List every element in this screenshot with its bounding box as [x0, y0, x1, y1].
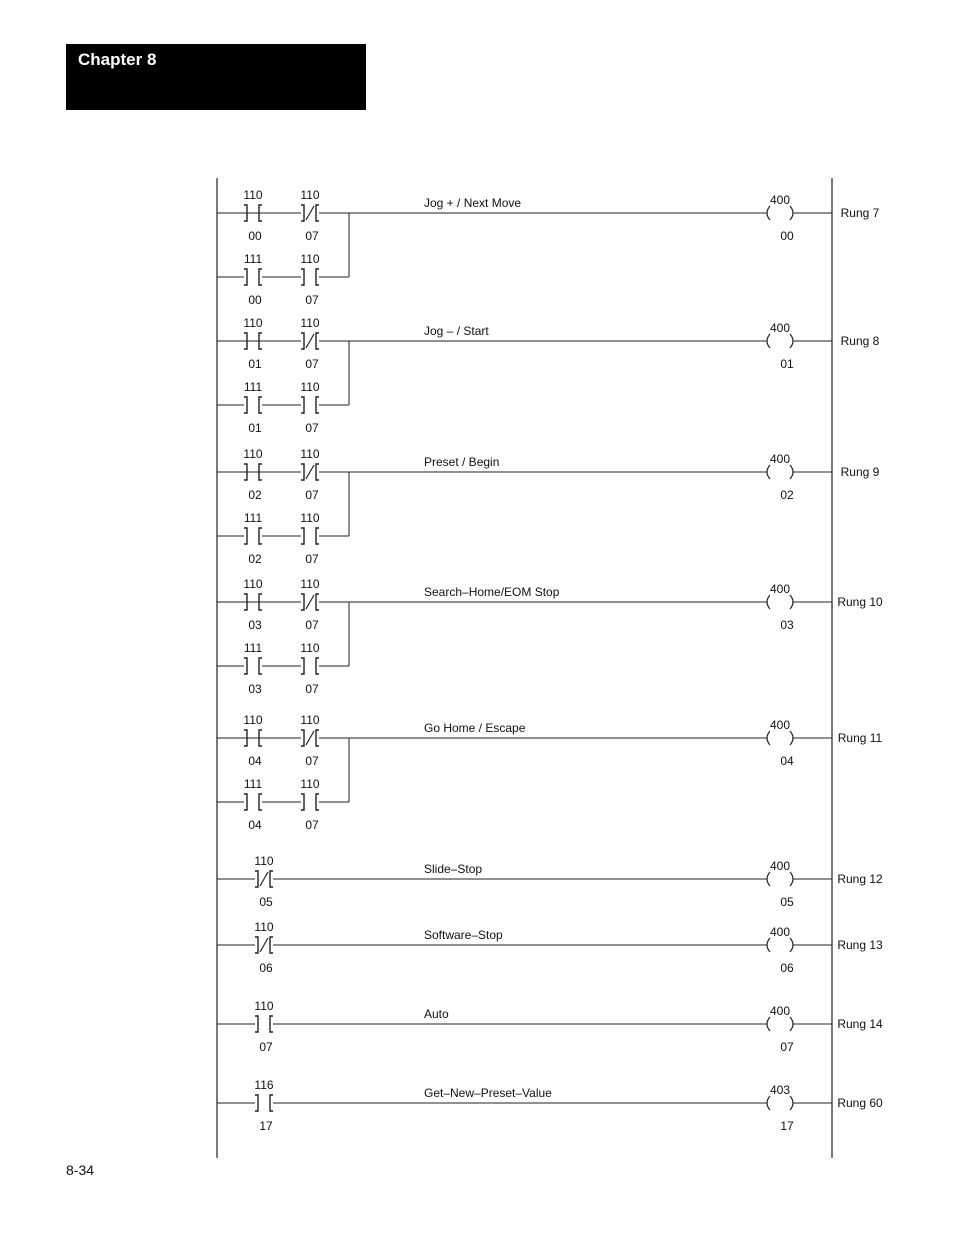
contact-word-label: 110 [254, 854, 274, 868]
contact-word-label: 110 [300, 316, 320, 330]
contact-left-bracket [301, 594, 304, 610]
contact-bit-label: 04 [248, 754, 262, 768]
contact-right-bracket [270, 937, 273, 953]
output-coil [767, 1083, 794, 1133]
contact-left-bracket [301, 333, 304, 349]
contact [243, 316, 262, 371]
contact-word-label: 110 [300, 713, 320, 727]
rung-label: Rung 8 [840, 334, 880, 348]
coil-left-arc [767, 465, 770, 479]
rung-description: Slide–Stop [424, 862, 483, 876]
contact-left-bracket [301, 794, 304, 810]
rung-label: Rung 14 [837, 1017, 883, 1031]
contact-word-label: 110 [300, 511, 320, 525]
coil-word-label: 400 [769, 193, 791, 207]
contact-right-bracket [316, 730, 319, 746]
contact [244, 777, 263, 832]
contact-word-label: 110 [243, 316, 263, 330]
rung-description: Jog + / Next Move [424, 196, 522, 210]
contact-right-bracket [316, 658, 319, 674]
contact-word-label: 110 [300, 641, 320, 655]
coil-bit-label: 01 [780, 357, 794, 371]
contact [254, 999, 273, 1054]
contact [300, 641, 319, 696]
contact [243, 577, 262, 632]
contact-nc-slash [306, 731, 314, 745]
contact [300, 252, 319, 307]
rung-label: Rung 10 [837, 595, 883, 609]
output-coil [767, 193, 794, 243]
contact-bit-label: 00 [248, 293, 262, 307]
contact-left-bracket [244, 794, 247, 810]
coil-word-label: 400 [769, 859, 791, 873]
output-coil [767, 925, 794, 975]
contact [254, 1078, 273, 1133]
contact-word-label: 110 [300, 252, 320, 266]
coil-word-label: 400 [769, 1004, 791, 1018]
contact-bit-label: 07 [305, 357, 319, 371]
rung-description: Software–Stop [424, 928, 503, 942]
output-coil [767, 1004, 794, 1054]
coil-right-arc [790, 938, 793, 952]
contact-bit-label: 02 [248, 552, 262, 566]
coil-right-arc [790, 595, 793, 609]
contact-word-label: 116 [254, 1078, 274, 1092]
coil-right-arc [790, 465, 793, 479]
contact-left-bracket [244, 397, 247, 413]
coil-right-arc [790, 731, 793, 745]
contact-right-bracket [259, 794, 262, 810]
contact [300, 447, 319, 502]
rung-description: Preset / Begin [424, 455, 500, 469]
rung-description: Search–Home/EOM Stop [424, 585, 560, 599]
contact-left-bracket [301, 205, 304, 221]
contact-word-label: 110 [243, 577, 263, 591]
coil-left-arc [767, 595, 770, 609]
rung [217, 999, 883, 1054]
coil-word-label: 400 [769, 452, 791, 466]
contact [300, 713, 319, 768]
contact-bit-label: 03 [248, 682, 262, 696]
contact-bit-label: 05 [259, 895, 273, 909]
contact-bit-label: 17 [259, 1119, 273, 1133]
coil-word-label: 400 [769, 582, 791, 596]
contact-nc-slash [306, 206, 314, 220]
rung-description: Auto [424, 1007, 449, 1021]
rung [217, 713, 883, 832]
contact-nc-slash [306, 595, 314, 609]
contact [300, 777, 319, 832]
coil-bit-label: 07 [780, 1040, 794, 1054]
coil-bit-label: 02 [780, 488, 794, 502]
contact-right-bracket [316, 594, 319, 610]
output-coil [767, 452, 794, 502]
contact-word-label: 110 [254, 920, 274, 934]
contact-bit-label: 07 [305, 293, 319, 307]
contact-bit-label: 01 [248, 357, 262, 371]
contact-right-bracket [316, 333, 319, 349]
output-coil [767, 582, 794, 632]
contact-left-bracket [244, 528, 247, 544]
contact [244, 641, 263, 696]
coil-right-arc [790, 1096, 793, 1110]
contact-word-label: 110 [243, 713, 263, 727]
contact-word-label: 111 [243, 380, 263, 394]
contact-right-bracket [270, 1016, 273, 1032]
coil-left-arc [767, 938, 770, 952]
coil-word-label: 400 [769, 925, 791, 939]
output-coil [767, 321, 794, 371]
coil-bit-label: 04 [780, 754, 794, 768]
contact-left-bracket [255, 871, 258, 887]
rung-label: Rung 11 [837, 731, 883, 745]
rung [217, 316, 880, 435]
contact-right-bracket [270, 871, 273, 887]
contact-word-label: 111 [243, 252, 263, 266]
rung-label: Rung 60 [837, 1096, 883, 1110]
coil-right-arc [790, 1017, 793, 1031]
contact-word-label: 111 [243, 777, 263, 791]
contact [243, 447, 262, 502]
contact-right-bracket [316, 464, 319, 480]
contact-right-bracket [316, 269, 319, 285]
contact-bit-label: 00 [248, 229, 262, 243]
contact-bit-label: 07 [305, 682, 319, 696]
contact-bit-label: 07 [305, 229, 319, 243]
rung-label: Rung 12 [837, 872, 883, 886]
contact [254, 854, 273, 909]
rung [217, 577, 883, 696]
contact [300, 380, 319, 435]
contact-word-label: 110 [300, 447, 320, 461]
contact-left-bracket [255, 937, 258, 953]
contact-right-bracket [316, 528, 319, 544]
contact-bit-label: 01 [248, 421, 262, 435]
contact-bit-label: 06 [259, 961, 273, 975]
contact-left-bracket [301, 658, 304, 674]
contact-right-bracket [316, 794, 319, 810]
contact-right-bracket [259, 397, 262, 413]
coil-left-arc [767, 1017, 770, 1031]
coil-right-arc [790, 206, 793, 220]
contact-right-bracket [316, 397, 319, 413]
coil-left-arc [767, 872, 770, 886]
contact-word-label: 111 [243, 641, 263, 655]
contact-bit-label: 07 [305, 754, 319, 768]
coil-bit-label: 05 [780, 895, 794, 909]
coil-bit-label: 03 [780, 618, 794, 632]
contact-nc-slash [260, 938, 268, 952]
coil-left-arc [767, 1096, 770, 1110]
contact-nc-slash [260, 872, 268, 886]
contact-nc-slash [306, 465, 314, 479]
coil-word-label: 400 [769, 718, 791, 732]
contact-left-bracket [255, 1095, 258, 1111]
coil-right-arc [790, 334, 793, 348]
rung [217, 854, 883, 909]
contact [254, 920, 273, 975]
rung [217, 1078, 883, 1133]
contact-word-label: 110 [243, 188, 263, 202]
coil-left-arc [767, 334, 770, 348]
coil-right-arc [790, 872, 793, 886]
contact-right-bracket [259, 269, 262, 285]
contact-left-bracket [244, 658, 247, 674]
rung [217, 447, 880, 566]
rung [217, 188, 880, 307]
contact-word-label: 110 [300, 577, 320, 591]
contact-bit-label: 07 [305, 552, 319, 566]
rung [217, 920, 883, 975]
contact [243, 713, 262, 768]
contact [300, 188, 319, 243]
contact [300, 511, 319, 566]
contact [244, 380, 263, 435]
rung-description: Get–New–Preset–Value [424, 1086, 552, 1100]
contact [244, 511, 263, 566]
contact [244, 252, 263, 307]
coil-word-label: 403 [769, 1083, 791, 1097]
contact-left-bracket [301, 730, 304, 746]
contact-word-label: 110 [300, 380, 320, 394]
contact-left-bracket [301, 397, 304, 413]
contact-word-label: 110 [300, 777, 320, 791]
contact [243, 188, 262, 243]
coil-left-arc [767, 206, 770, 220]
contact-word-label: 110 [300, 188, 320, 202]
contact [300, 316, 319, 371]
contact-word-label: 111 [243, 511, 263, 525]
contact [300, 577, 319, 632]
contact-left-bracket [301, 464, 304, 480]
contact-bit-label: 04 [248, 818, 262, 832]
coil-word-label: 400 [769, 321, 791, 335]
contact-word-label: 110 [254, 999, 274, 1013]
coil-bit-label: 17 [780, 1119, 794, 1133]
rung-label: Rung 9 [840, 465, 880, 479]
coil-bit-label: 06 [780, 961, 794, 975]
contact-bit-label: 07 [305, 488, 319, 502]
contact-right-bracket [316, 205, 319, 221]
rung-label: Rung 7 [840, 206, 880, 220]
rung-description: Go Home / Escape [424, 721, 526, 735]
output-coil [767, 859, 794, 909]
contact-bit-label: 02 [248, 488, 262, 502]
page-number: 8-34 [66, 1162, 95, 1178]
contact-right-bracket [270, 1095, 273, 1111]
contact-word-label: 110 [243, 447, 263, 461]
contact-bit-label: 07 [259, 1040, 273, 1054]
output-coil [767, 718, 794, 768]
rung-description: Jog – / Start [424, 324, 489, 338]
contact-left-bracket [301, 269, 304, 285]
contact-nc-slash [306, 334, 314, 348]
chapter-title: Chapter 8 [78, 50, 157, 69]
contact-right-bracket [259, 528, 262, 544]
contact-left-bracket [301, 528, 304, 544]
contact-left-bracket [255, 1016, 258, 1032]
contact-bit-label: 07 [305, 421, 319, 435]
contact-bit-label: 03 [248, 618, 262, 632]
coil-bit-label: 00 [780, 229, 794, 243]
contact-right-bracket [259, 658, 262, 674]
contact-bit-label: 07 [305, 818, 319, 832]
contact-bit-label: 07 [305, 618, 319, 632]
contact-left-bracket [244, 269, 247, 285]
coil-left-arc [767, 731, 770, 745]
rung-label: Rung 13 [837, 938, 883, 952]
